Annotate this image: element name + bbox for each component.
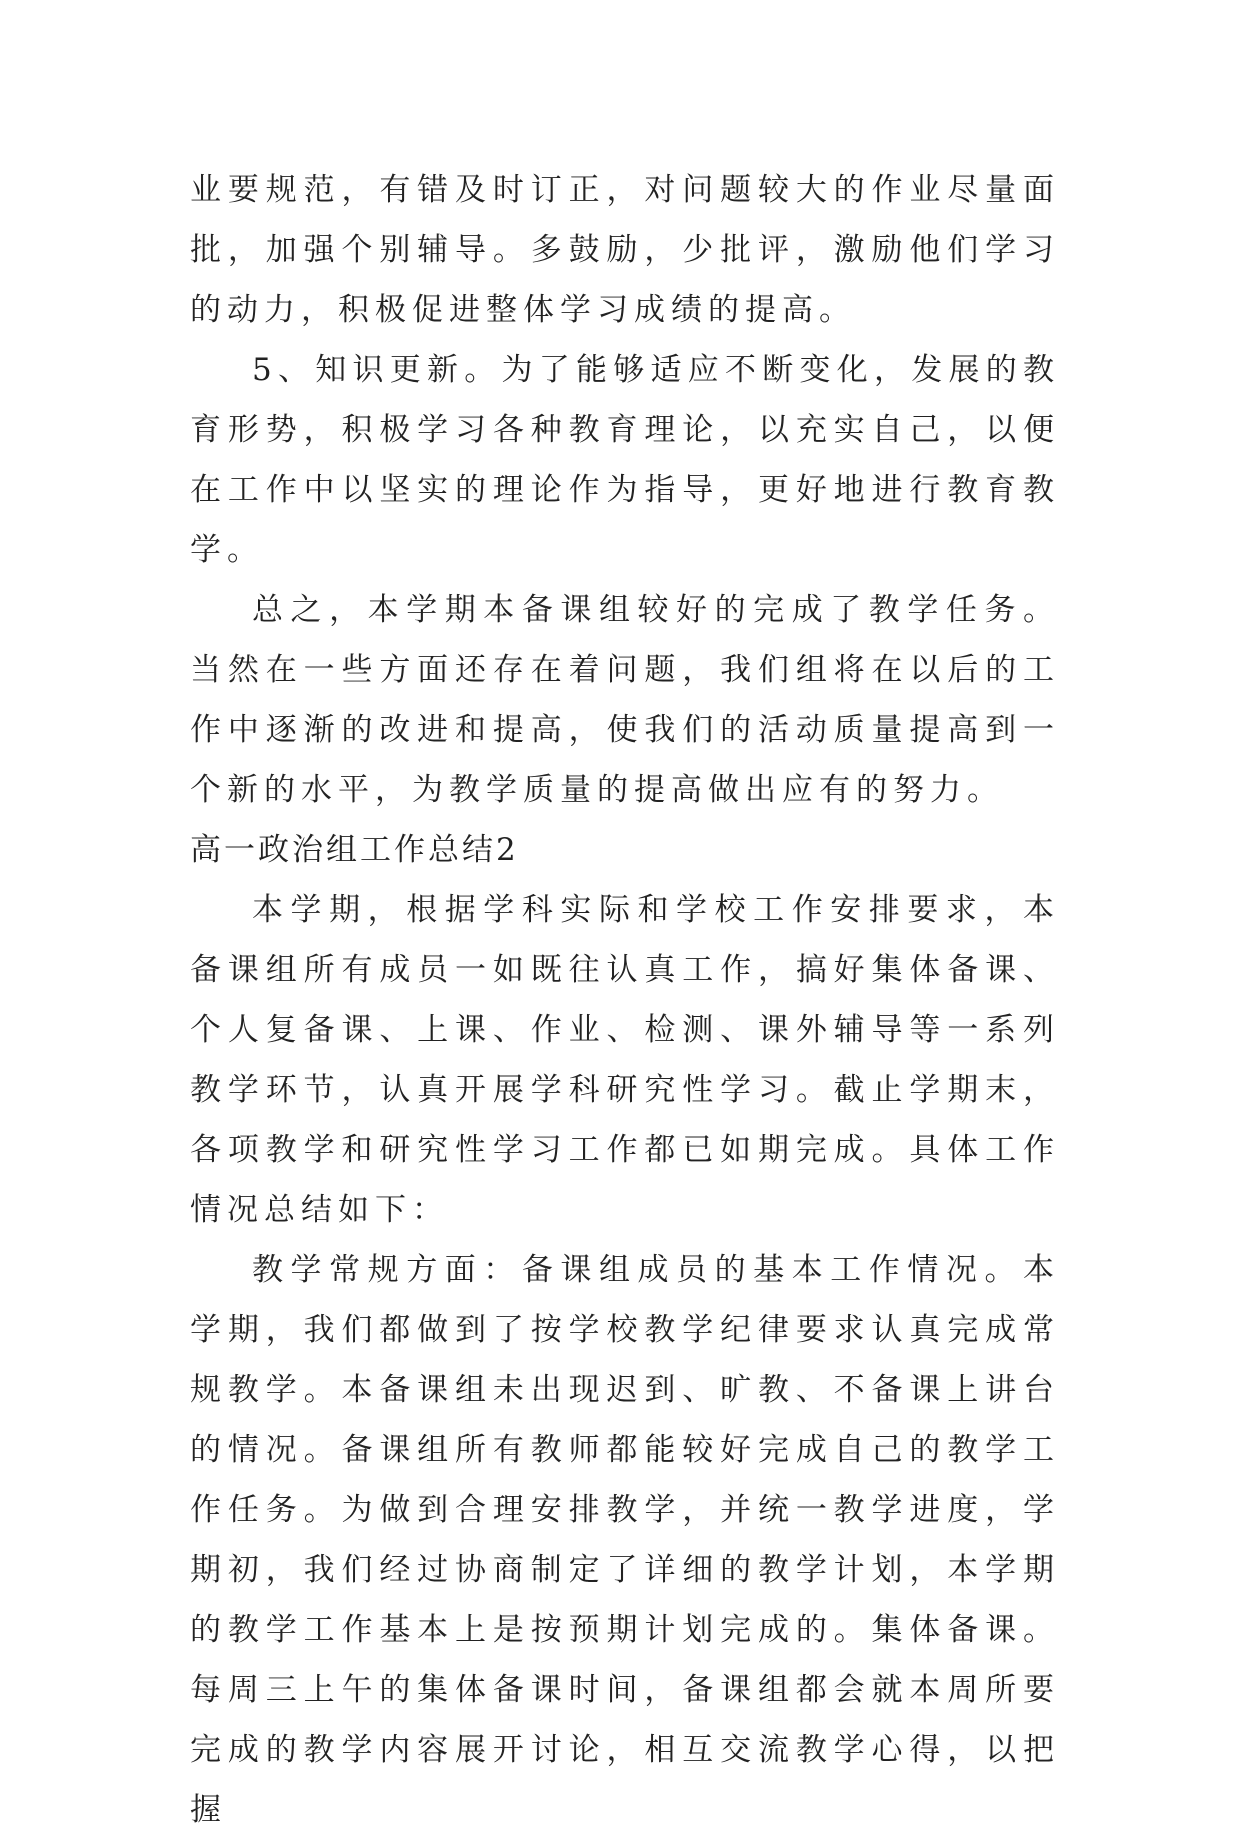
paragraph-continuation: 业要规范，有错及时订正，对问题较大的作业尽量面批，加强个别辅导。多鼓励，少批评，激励他们学习的动力，积极促进整体学习成绩的提高。 [190, 172, 1060, 328]
paragraph-conclusion: 总之，本学期本备课组较好的完成了教学任务。当然在一些方面还存在着问题，我们组将在以后的工作中逐渐的改进和提高，使我们的活动质量提高到一个新的水平，为教学质量的提高做出应有的努力。 [190, 592, 1060, 808]
document-body [190, 160, 1060, 1840]
paragraph-semester-intro: 本学期，根据学科实际和学校工作安排要求，本备课组所有成员一如既往认真工作，搞好集体备课、个人复备课、上课、作业、检测、课外辅导等一系列教学环节，认真开展学科研究性学习。截止学期末，各项教学和研究性学习工作都已如期完成。具体工作情况总结如下： [190, 892, 1060, 1228]
paragraph-knowledge-update: 5、知识更新。为了能够适应不断变化，发展的教育形势，积极学习各种教育理论，以充实自己，以便在工作中以坚实的理论作为指导，更好地进行教育教学。 [190, 352, 1060, 568]
paragraph-teaching-routine: 教学常规方面：备课组成员的基本工作情况。本学期，我们都做到了按学校教学纪律要求认真完成常规教学。本备课组未出现迟到、旷教、不备课上讲台的情况。备课组所有教师都能较好完成自己的教学工作任务。为做到合理安排教学，并统一教学进度，学期初，我们经过协商制定了详细的教学计划，本学期的教学工作基本上是按预期计划完成的。集体备课。每周三上午的集体备课时间，备课组都会就本周所要完成的教学内容展开讨论，相互交流教学心得，以把握 [190, 1252, 1060, 1828]
section-heading: 高一政治组工作总结2 [190, 832, 519, 868]
